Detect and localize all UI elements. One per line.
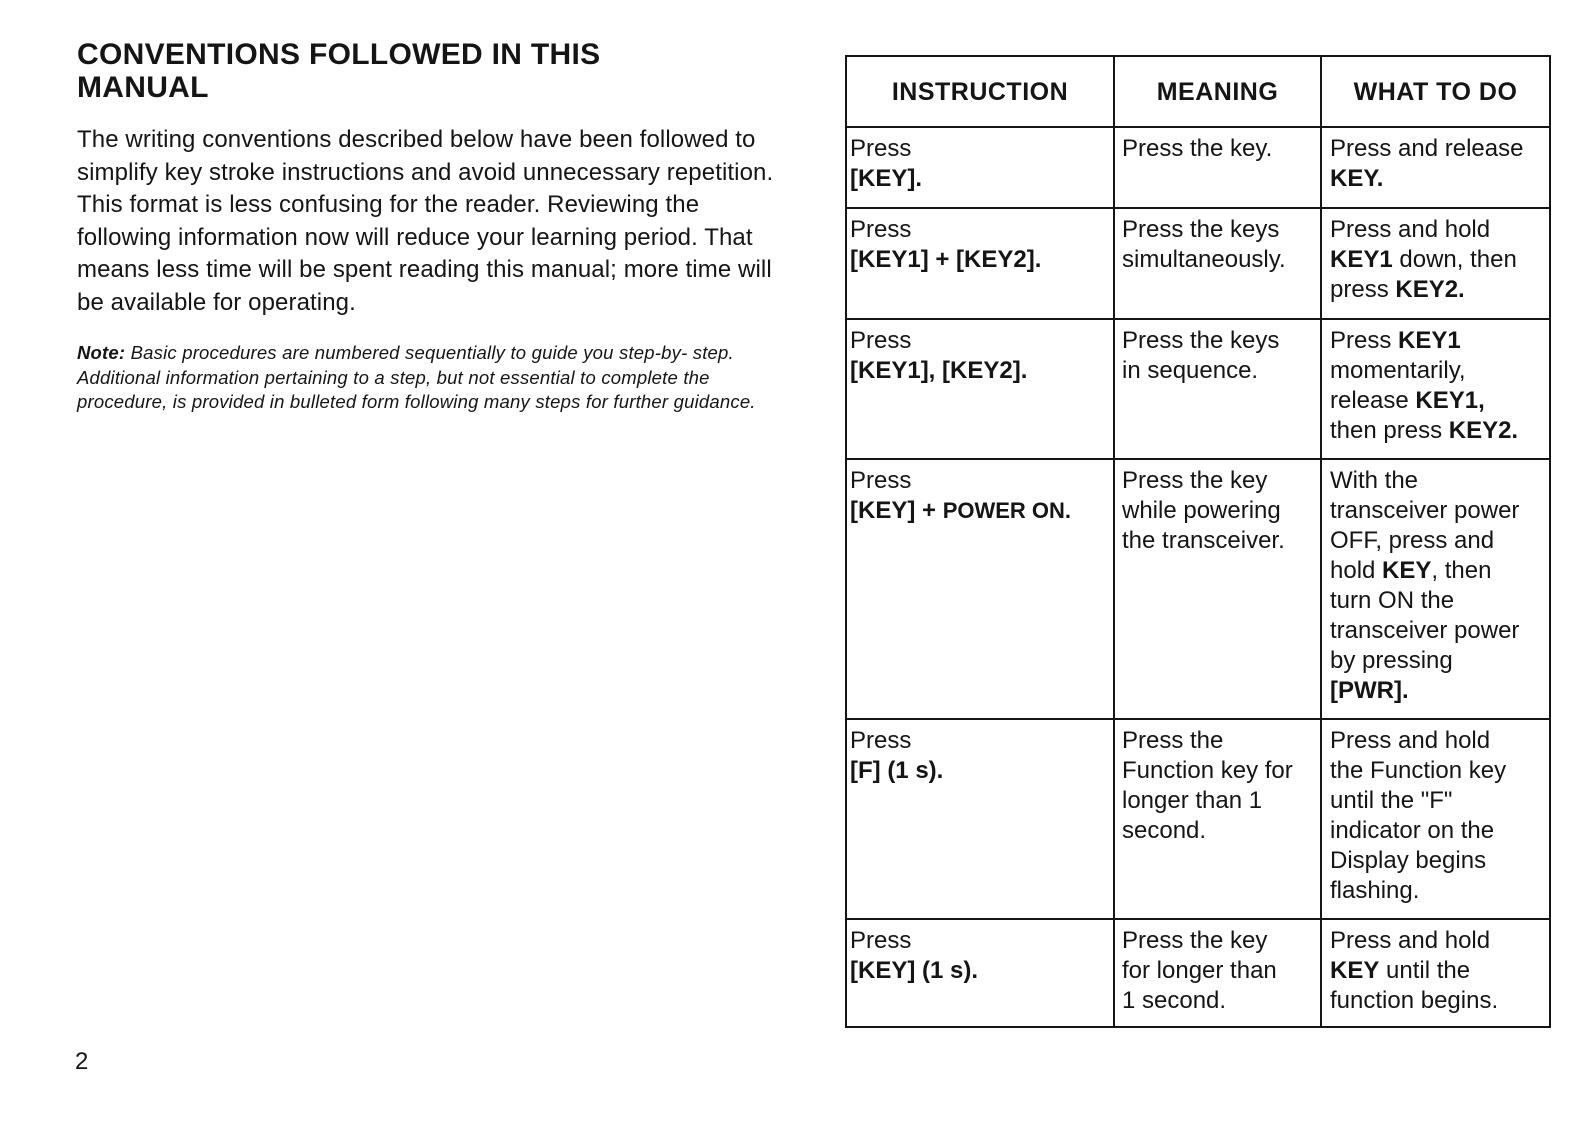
table-row	[846, 208, 1550, 319]
page-title	[77, 38, 787, 104]
instruction-cell: Press [F] (1 s).	[846, 719, 1114, 919]
instruction-cell: Press [KEY].	[846, 127, 1114, 208]
header-meaning: MEANING	[1114, 56, 1321, 127]
intro-paragraph: The writing conventions described below have been followed to simplify key stroke instructions and avoid unnecessary repetition. This format is less confusing for the reader. Reviewing the following information now will reduce your learning period. That means less time will be spent reading this manual; more time will be available for operating.	[77, 126, 774, 316]
table-row	[846, 459, 1550, 719]
instruction-cell: Press [KEY] (1 s).	[846, 919, 1114, 1027]
meaning-cell: Press the Function key for longer than 1 second.	[1114, 719, 1321, 919]
todo-cell: Press and release KEY.	[1321, 127, 1550, 208]
meaning-cell: Press the key while powering the transceiver.	[1114, 459, 1321, 719]
meaning-cell: Press the keys in sequence.	[1114, 319, 1321, 459]
table-row	[846, 719, 1550, 919]
todo-cell: Press and hold KEY1 down, then press KEY2.	[1321, 208, 1550, 319]
table-row	[846, 919, 1550, 1027]
todo-cell: With the transceiver power OFF, press and hold KEY, then turn ON the transceiver power by pressing [PWR].	[1321, 459, 1550, 719]
table-row	[846, 319, 1550, 459]
todo-cell: Press and hold KEY until the function begins.	[1321, 919, 1550, 1027]
todo-cell: Press and hold the Function key until the "F" indicator on the Display begins flashing.	[1321, 719, 1550, 919]
header-instruction: INSTRUCTION	[846, 56, 1114, 127]
meaning-cell: Press the keys simultaneously.	[1114, 208, 1321, 319]
table-header-row	[846, 56, 1550, 127]
title-line-1: CONVENTIONS FOLLOWED IN THIS	[77, 38, 601, 71]
note-paragraph	[77, 341, 787, 415]
title-line-2: MANUAL	[77, 71, 209, 104]
instruction-cell: Press [KEY1] + [KEY2].	[846, 208, 1114, 319]
instruction-cell: Press [KEY1], [KEY2].	[846, 319, 1114, 459]
note-label: Note:	[77, 342, 126, 363]
conventions-section	[77, 38, 787, 415]
instruction-cell: Press [KEY] + POWER ON.	[846, 459, 1114, 719]
conventions-table	[845, 55, 1551, 1028]
todo-cell: Press KEY1 momentarily, release KEY1, then press KEY2.	[1321, 319, 1550, 459]
page-number: 2	[75, 1048, 89, 1075]
meaning-cell: Press the key.	[1114, 127, 1321, 208]
table-row	[846, 127, 1550, 208]
header-what-to-do: WHAT TO DO	[1321, 56, 1550, 127]
meaning-cell: Press the key for longer than 1 second.	[1114, 919, 1321, 1027]
note-text: Basic procedures are numbered sequentially to guide you step-by- step. Additional information pertaining to a step, but not essential to complete the procedure, is provided in bulleted form following many steps for further guidance.	[77, 342, 756, 412]
